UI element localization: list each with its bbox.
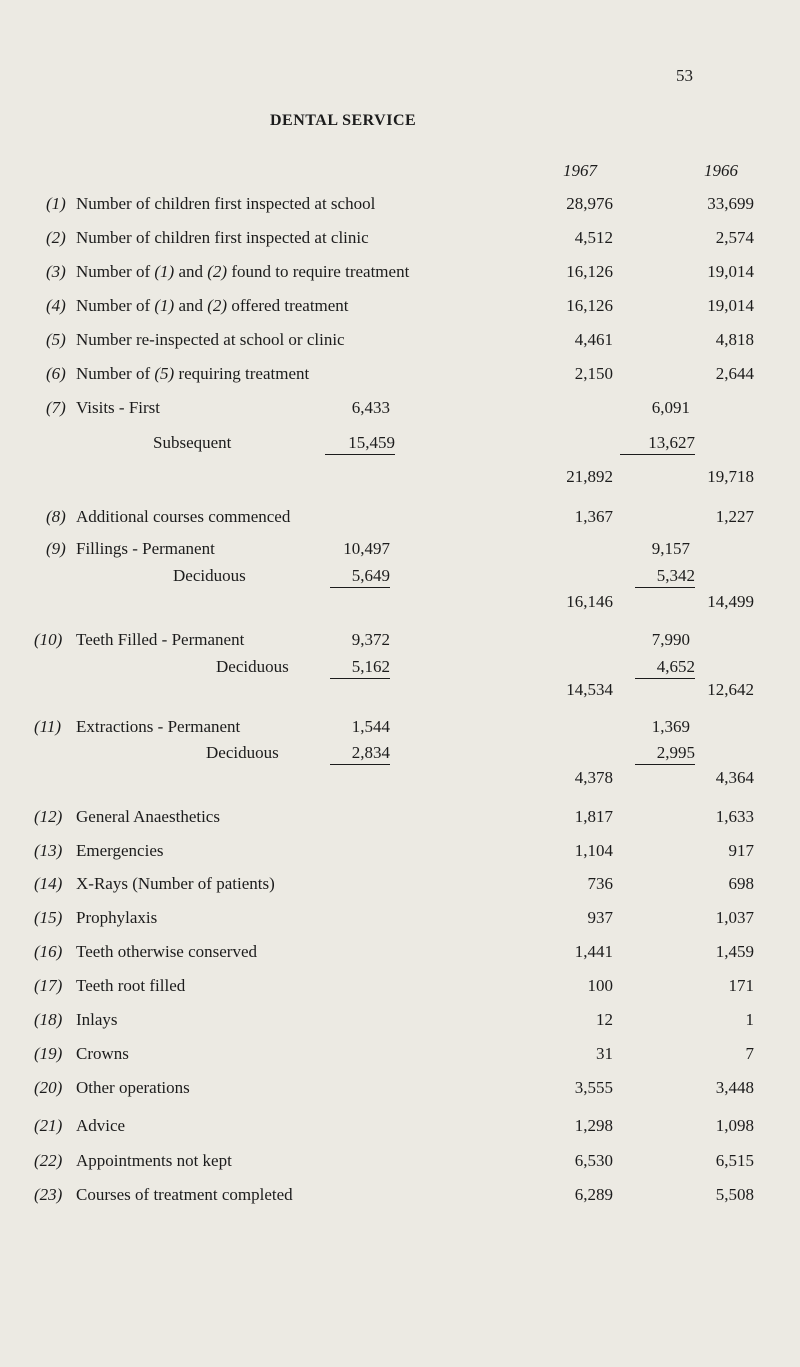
table-row xyxy=(0,262,800,286)
subvalue-1966: 6,091 xyxy=(651,398,690,417)
table-row xyxy=(0,566,800,590)
page-number: 53 xyxy=(676,66,693,85)
value-1966: 1,037 xyxy=(715,908,754,927)
row-label: Additional courses commenced xyxy=(76,507,291,526)
value-1967: 21,892 xyxy=(566,467,613,486)
value-1966: 14,499 xyxy=(707,592,754,611)
table-row xyxy=(0,768,800,792)
table-row xyxy=(0,228,800,252)
row-label: Emergencies xyxy=(76,841,164,860)
value-1967: 1,367 xyxy=(574,507,613,526)
table-row xyxy=(0,194,800,218)
row-number: (7) xyxy=(46,398,66,417)
row-number: (4) xyxy=(46,296,66,315)
row-number: (8) xyxy=(46,507,66,526)
table-row xyxy=(0,874,800,898)
value-1966: 2,644 xyxy=(715,364,754,383)
value-1967: 1,817 xyxy=(574,807,613,826)
value-1966: 5,508 xyxy=(715,1185,754,1204)
value-1966: 171 xyxy=(728,976,754,995)
row-label: Number of (1) and (2) found to require treatment xyxy=(76,262,410,281)
year-header-current: 1967 xyxy=(563,161,597,180)
row-label: Crowns xyxy=(76,1044,129,1063)
value-1966: 1,633 xyxy=(715,807,754,826)
row-number: (1) xyxy=(46,194,66,213)
table-row xyxy=(0,1151,800,1175)
row-label: Advice xyxy=(76,1116,126,1135)
table-row xyxy=(0,1010,800,1034)
table-row xyxy=(0,539,800,563)
value-1966: 1 xyxy=(745,1010,754,1029)
value-1967: 16,126 xyxy=(566,262,613,281)
table-row xyxy=(0,507,800,531)
row-number: (22) xyxy=(34,1151,63,1170)
value-1966: 19,014 xyxy=(707,296,754,315)
subvalue-1966: 7,990 xyxy=(651,630,690,649)
value-1967: 16,126 xyxy=(566,296,613,315)
row-number: (16) xyxy=(34,942,63,961)
value-1966: 698 xyxy=(728,874,754,893)
page-title: DENTAL SERVICE xyxy=(270,112,417,129)
value-1967: 6,289 xyxy=(574,1185,613,1204)
subvalue-1967: 9,372 xyxy=(351,630,390,649)
value-1966: 4,364 xyxy=(715,768,754,787)
value-1967: 31 xyxy=(596,1044,613,1063)
table-row xyxy=(0,942,800,966)
value-1967: 736 xyxy=(587,874,613,893)
row-label: Teeth root filled xyxy=(76,976,186,995)
table-row xyxy=(0,330,800,354)
row-label: Number of (1) and (2) offered treatment xyxy=(76,296,349,315)
subvalue-1966: 4,652 xyxy=(635,657,695,679)
row-label: Subsequent xyxy=(153,433,232,452)
value-1967: 100 xyxy=(587,976,613,995)
row-number: (13) xyxy=(34,841,63,860)
row-label: Extractions - Permanent xyxy=(76,717,241,736)
row-number: (9) xyxy=(46,539,66,558)
value-1966: 1,098 xyxy=(715,1116,754,1135)
value-1966: 3,448 xyxy=(715,1078,754,1097)
table-row xyxy=(0,296,800,320)
row-label: Fillings - Permanent xyxy=(76,539,215,558)
value-1967: 3,555 xyxy=(574,1078,613,1097)
value-1967: 14,534 xyxy=(566,680,613,699)
subvalue-1967: 6,433 xyxy=(351,398,390,417)
row-label: Number of (5) requiring treatment xyxy=(76,364,310,383)
value-1967: 2,150 xyxy=(574,364,613,383)
row-label: Deciduous xyxy=(173,566,246,585)
row-number: (5) xyxy=(46,330,66,349)
row-number: (19) xyxy=(34,1044,63,1063)
row-number: (21) xyxy=(34,1116,63,1135)
value-1966: 12,642 xyxy=(707,680,754,699)
year-header-previous: 1966 xyxy=(704,161,738,180)
value-1966: 917 xyxy=(728,841,754,860)
table-row xyxy=(0,433,800,457)
subvalue-1966: 1,369 xyxy=(651,717,690,736)
subvalue-1967: 5,649 xyxy=(330,566,390,588)
table-row xyxy=(0,976,800,1000)
subvalue-1966: 2,995 xyxy=(635,743,695,765)
value-1966: 19,718 xyxy=(707,467,754,486)
table-row xyxy=(0,1185,800,1209)
row-number: (11) xyxy=(34,717,62,736)
row-label: Courses of treatment completed xyxy=(76,1185,293,1204)
value-1967: 6,530 xyxy=(574,1151,613,1170)
subvalue-1967: 2,834 xyxy=(330,743,390,765)
table-row xyxy=(0,467,800,491)
row-number: (12) xyxy=(34,807,63,826)
row-label: X-Rays (Number of patients) xyxy=(76,874,275,893)
row-label: Number re-inspected at school or clinic xyxy=(76,330,345,349)
table-row xyxy=(0,630,800,654)
row-number: (18) xyxy=(34,1010,63,1029)
value-1967: 16,146 xyxy=(566,592,613,611)
subvalue-1967: 15,459 xyxy=(325,433,395,455)
value-1966: 2,574 xyxy=(715,228,754,247)
value-1966: 1,459 xyxy=(715,942,754,961)
table-row xyxy=(0,908,800,932)
subvalue-1967: 1,544 xyxy=(351,717,390,736)
row-number: (20) xyxy=(34,1078,63,1097)
row-label: Prophylaxis xyxy=(76,908,158,927)
row-label: Teeth Filled - Permanent xyxy=(76,630,245,649)
table-row xyxy=(0,743,800,767)
row-label: Deciduous xyxy=(206,743,279,762)
row-label: Number of children first inspected at school xyxy=(76,194,376,213)
table-row xyxy=(0,841,800,865)
value-1966: 7 xyxy=(745,1044,754,1063)
table-row xyxy=(0,398,800,422)
table-row xyxy=(0,1044,800,1068)
value-1967: 4,512 xyxy=(574,228,613,247)
row-label: Appointments not kept xyxy=(76,1151,232,1170)
row-number: (10) xyxy=(34,630,63,649)
table-row xyxy=(0,657,800,681)
row-number: (14) xyxy=(34,874,63,893)
value-1967: 1,104 xyxy=(574,841,613,860)
subvalue-1967: 10,497 xyxy=(343,539,390,558)
table-row xyxy=(0,364,800,388)
row-label: Number of children first inspected at clinic xyxy=(76,228,369,247)
row-number: (3) xyxy=(46,262,66,281)
row-number: (17) xyxy=(34,976,63,995)
value-1967: 937 xyxy=(587,908,613,927)
subvalue-1966: 13,627 xyxy=(620,433,695,455)
row-label: Deciduous xyxy=(216,657,289,676)
table-row xyxy=(0,717,800,741)
row-label: Visits - First xyxy=(76,398,160,417)
value-1966: 4,818 xyxy=(715,330,754,349)
row-label: General Anaesthetics xyxy=(76,807,220,826)
row-number: (23) xyxy=(34,1185,63,1204)
value-1966: 19,014 xyxy=(707,262,754,281)
subvalue-1966: 9,157 xyxy=(651,539,690,558)
table-row xyxy=(0,1116,800,1140)
row-number: (15) xyxy=(34,908,63,927)
row-number: (2) xyxy=(46,228,66,247)
row-number: (6) xyxy=(46,364,66,383)
value-1966: 1,227 xyxy=(715,507,754,526)
value-1967: 1,298 xyxy=(574,1116,613,1135)
value-1967: 4,378 xyxy=(574,768,613,787)
subvalue-1966: 5,342 xyxy=(635,566,695,588)
value-1966: 6,515 xyxy=(715,1151,754,1170)
value-1967: 28,976 xyxy=(566,194,613,213)
value-1967: 12 xyxy=(596,1010,613,1029)
table-row xyxy=(0,807,800,831)
row-label: Inlays xyxy=(76,1010,118,1029)
value-1967: 1,441 xyxy=(574,942,613,961)
table-row xyxy=(0,680,800,704)
table-row xyxy=(0,592,800,616)
table-row xyxy=(0,1078,800,1102)
value-1967: 4,461 xyxy=(574,330,613,349)
row-label: Teeth otherwise conserved xyxy=(76,942,258,961)
value-1966: 33,699 xyxy=(707,194,754,213)
row-label: Other operations xyxy=(76,1078,190,1097)
subvalue-1967: 5,162 xyxy=(330,657,390,679)
